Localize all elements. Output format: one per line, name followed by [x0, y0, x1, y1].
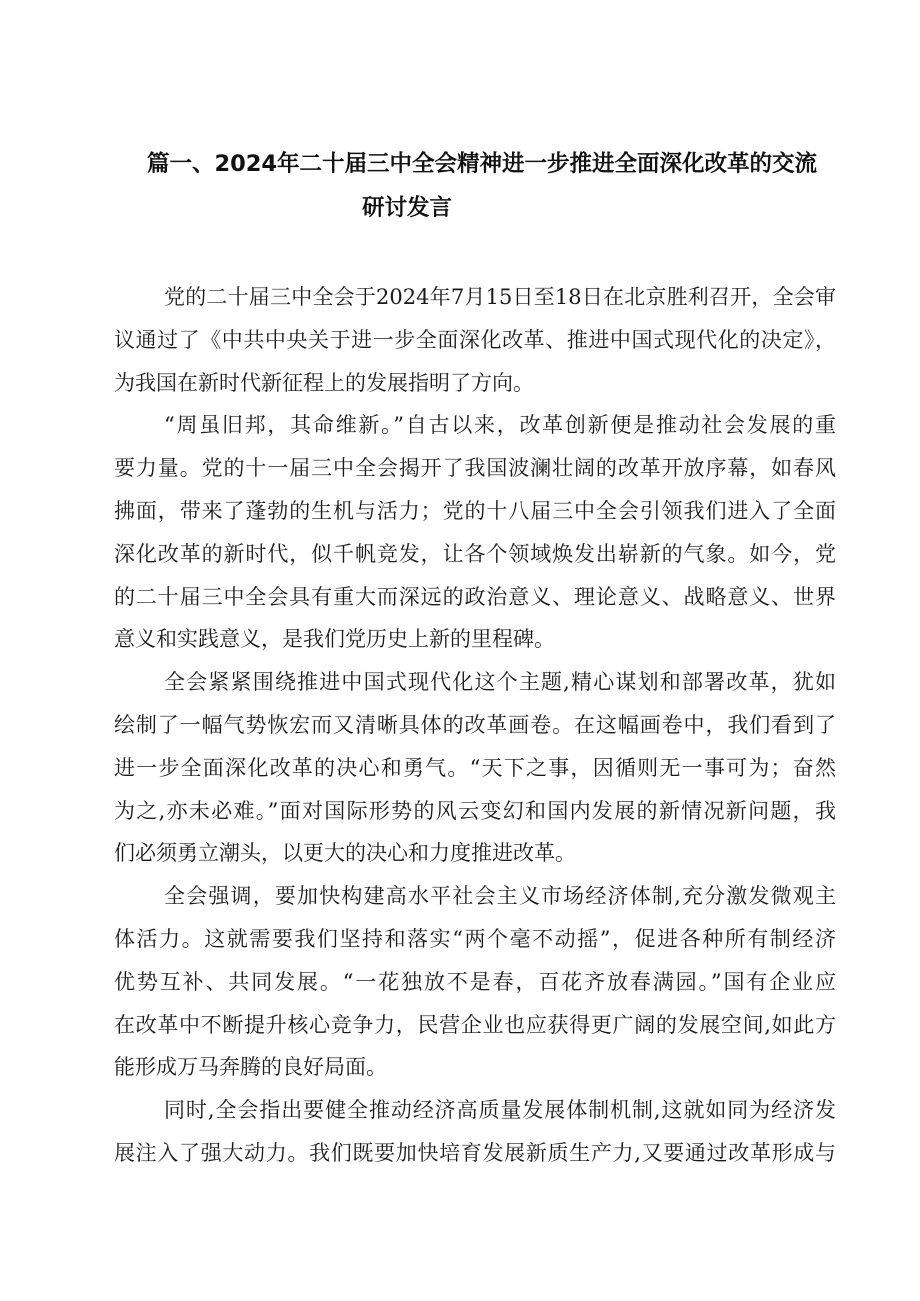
title-line-2: 研讨发言	[362, 195, 453, 221]
paragraph-line: 深化改革的新时代，似千帆竞发，让各个领域焕发出崭新的气象。如今，党	[114, 541, 836, 566]
paragraph-line: “周虽旧邦，其命维新。”自古以来，改革创新便是推动社会发展的重	[164, 413, 836, 438]
paragraph-line: 全会紧紧围绕推进中国式现代化这个主题,精心谋划和部署改革，犹如	[164, 670, 836, 695]
paragraph-line: 为我国在新时代新征程上的发展指明了方向。	[114, 370, 534, 395]
paragraph-line: 全会强调，要加快构建高水平社会主义市场经济体制,充分激发微观主	[164, 884, 836, 909]
paragraph-5	[114, 1089, 836, 1175]
paragraph-line: 同时,全会指出要健全推动经济高质量发展体制机制,这就如同为经济发	[164, 1098, 836, 1123]
paragraph-line: 在改革中不断提升核心竞争力，民营企业也应获得更广阔的发展空间,如此方	[114, 1012, 836, 1037]
paragraph-4	[114, 875, 836, 1089]
paragraph-line: 绘制了一幅气势恢宏而又清晰具体的改革画卷。在这幅画卷中，我们看到了	[114, 712, 836, 737]
paragraph-line: 拂面，带来了蓬勃的生机与活力；党的十八届三中全会引领我们进入了全面	[114, 498, 836, 523]
paragraph-line: 要力量。党的十一届三中全会揭开了我国波澜壮阔的改革开放序幕，如春风	[114, 456, 836, 481]
paragraph-1	[114, 276, 836, 404]
paragraph-line: 进一步全面深化改革的决心和勇气。“天下之事，因循则无一事可为；奋然	[114, 755, 836, 780]
paragraph-line: 能形成万马奔腾的良好局面。	[114, 1055, 387, 1080]
paragraph-line: 优势互补、共同发展。“一花独放不是春，百花齐放春满园。”国有企业应	[114, 969, 836, 994]
document-body	[114, 276, 836, 1175]
paragraph-line: 们必须勇立潮头，以更大的决心和力度推进改革。	[114, 841, 576, 866]
paragraph-line: 体活力。这就需要我们坚持和落实“两个毫不动摇”，促进各种所有制经济	[114, 926, 836, 951]
paragraph-3	[114, 661, 836, 875]
paragraph-2	[114, 404, 836, 661]
title-line-1: 篇一、2024年二十届三中全会精神进一步推进全面深化改革的交流	[146, 151, 818, 177]
paragraph-line: 展注入了强大动力。我们既要加快培育发展新质生产力,又要通过改革形成与	[114, 1140, 836, 1165]
document-title	[112, 142, 852, 230]
paragraph-line: 党的二十届三中全会于2024年7月15日至18日在北京胜利召开，全会审	[164, 285, 836, 309]
paragraph-line: 的二十届三中全会具有重大而深远的政治意义、理论意义、战略意义、世界	[114, 584, 836, 609]
paragraph-line: 意义和实践意义，是我们党历史上新的里程碑。	[114, 627, 555, 652]
paragraph-line: 为之,亦未必难。”面对国际形势的风云变幻和国内发展的新情况新问题，我	[114, 798, 836, 823]
paragraph-line: 议通过了《中共中央关于进一步全面深化改革、推进中国式现代化的决定》，	[114, 327, 836, 352]
